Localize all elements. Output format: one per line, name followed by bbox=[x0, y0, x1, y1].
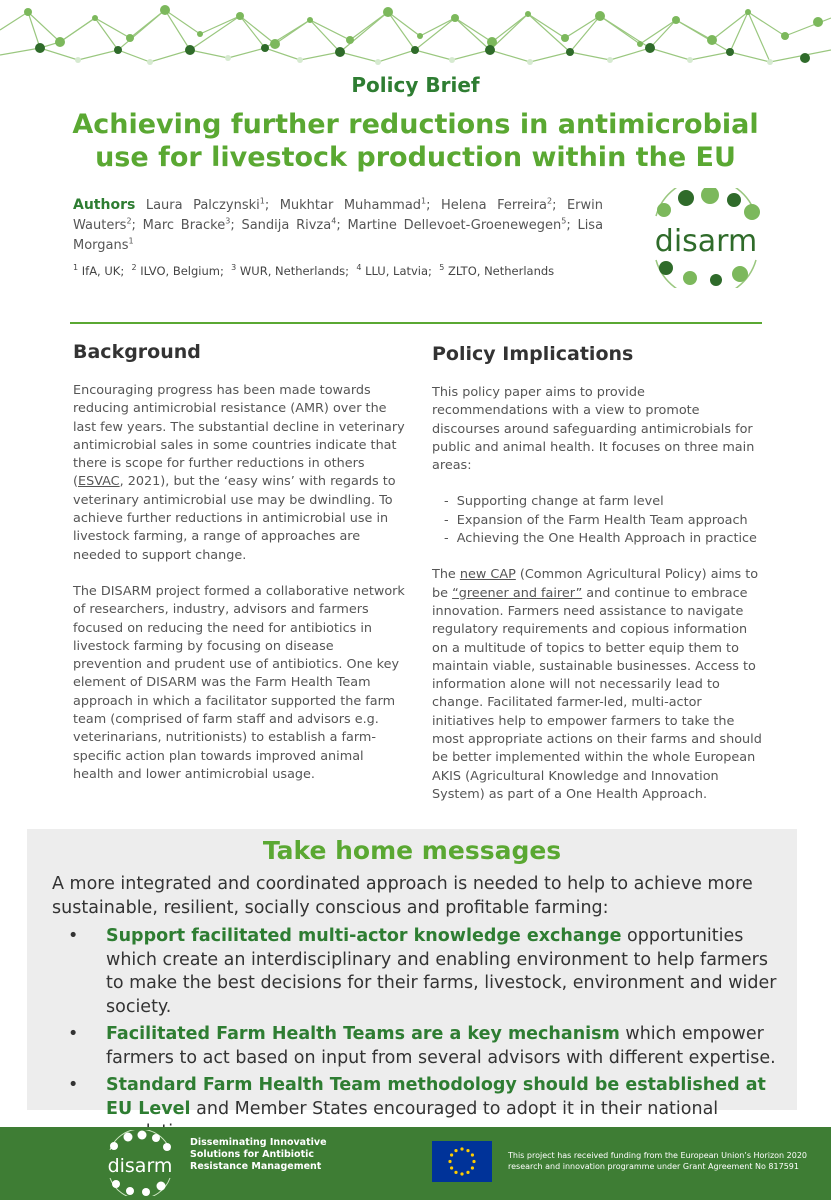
background-heading: Background bbox=[73, 341, 201, 363]
author-2: Mukhtar Muhammad bbox=[279, 198, 422, 213]
document-title bbox=[30, 108, 801, 174]
separator: ; bbox=[426, 198, 442, 213]
take-home-item bbox=[68, 1023, 788, 1070]
implications-item bbox=[444, 530, 762, 548]
text-run: Encouraging progress has been made towards reducing antimicrobial resistance (AMR) over the last few years. The substantial decline in veterinary antimicrobial sales in some countries indicate that there is scope for further reductions in others ( bbox=[73, 383, 405, 490]
text-run: (Common Agricultural Policy) aims to be bbox=[432, 567, 759, 601]
dash-marker: - bbox=[444, 531, 449, 547]
affil-mark: 5 bbox=[561, 216, 567, 226]
item-emphasis: Standard Farm Health Team methodology should be established at EU Level bbox=[106, 1075, 766, 1119]
take-home-item bbox=[68, 925, 788, 1019]
affiliations bbox=[73, 264, 613, 278]
esvac-link[interactable]: ESVAC bbox=[78, 474, 120, 490]
affiliation-4: LLU, Latvia; bbox=[365, 264, 432, 278]
dash-marker: - bbox=[444, 512, 449, 528]
item-emphasis: Support facilitated multi-actor knowledge exchange bbox=[106, 926, 622, 946]
affiliation-1: IfA, UK; bbox=[81, 264, 125, 278]
separator: ; bbox=[552, 198, 567, 213]
logo-wordmark: disarm bbox=[654, 224, 758, 259]
section-divider bbox=[70, 322, 762, 324]
new-cap-link[interactable]: new CAP bbox=[459, 567, 516, 583]
implications-heading: Policy Implications bbox=[432, 343, 634, 365]
affil-mark: 5 bbox=[439, 263, 445, 273]
project-name-line: Solutions for Antibiotic bbox=[190, 1149, 315, 1160]
affil-mark: 1 bbox=[421, 196, 427, 206]
separator: ; bbox=[131, 218, 143, 233]
affil-mark: 1 bbox=[259, 196, 265, 206]
affil-mark: 1 bbox=[73, 263, 79, 273]
background-body bbox=[73, 382, 405, 784]
author-6: Sandija Rivza bbox=[241, 218, 332, 233]
author-1: Laura Palczynski bbox=[145, 198, 260, 213]
affil-mark: 4 bbox=[356, 263, 362, 273]
molecule-network-decoration bbox=[0, 0, 831, 68]
author-8: Lisa Morgans bbox=[73, 218, 604, 253]
item-text: and Member States encouraged to adopt it in their national bbox=[196, 1098, 719, 1119]
affiliation-2: ILVO, Belgium; bbox=[140, 264, 224, 278]
take-home-intro: A more integrated and coordinated approach is needed to help to achieve more sustainable, resilient, socially conscious and profitable farming: bbox=[52, 874, 753, 918]
funding-line: This project has received funding from the European Union’s Horizon 2020 bbox=[508, 1151, 808, 1160]
author-4: Erwin Wauters bbox=[73, 198, 603, 233]
item-text: Expansion of the Farm Health Team approach bbox=[456, 512, 748, 528]
affil-mark: 4 bbox=[331, 216, 337, 226]
affil-mark: 3 bbox=[225, 216, 231, 226]
author-7: Martine Dellevoet-Groenewegen bbox=[347, 218, 562, 233]
bullet-icon: • bbox=[68, 926, 79, 946]
eu-flag-icon bbox=[432, 1141, 492, 1182]
separator: ; bbox=[566, 218, 578, 233]
dash-marker: - bbox=[444, 494, 449, 510]
implications-item bbox=[444, 493, 762, 511]
background-paragraph-2: The DISARM project formed a collaborative network of researchers, industry, advisors and farmers focused on reducing the need for antibiotics in livestock farming by focusing on disease prevention and prudent use of antibiotics. One key element of DISARM was the Farm Health Team approach in which a facilitator supported the farm team (comprised of farm staff and advisors e.g. veterinarians, nutritionists) to establish a farm-specific action plan towards improved animal health and lower antimicrobial usage. bbox=[73, 583, 405, 782]
item-text: Achieving the One Health Approach in practice bbox=[456, 531, 757, 547]
disarm-logo bbox=[636, 188, 776, 288]
separator: ; bbox=[230, 218, 242, 233]
item-text: Supporting change at farm level bbox=[456, 494, 664, 510]
item-text: opportunities which create an interdisciplinary and enabling environment to help farmers to make the best decisions for their farms, livestock, environment and wider society. bbox=[106, 926, 777, 1017]
footer-logo-wordmark: disarm bbox=[107, 1155, 173, 1177]
item-text: which empower farmers to act based on input from several advisors with different expertise. bbox=[106, 1024, 776, 1068]
footer-disarm-logo bbox=[100, 1130, 180, 1196]
implications-body bbox=[432, 384, 762, 804]
document-kicker: Policy Brief bbox=[351, 73, 480, 97]
bullet-icon: • bbox=[68, 1024, 79, 1044]
project-name-line: Disseminating Innovative bbox=[190, 1137, 327, 1148]
affil-mark: 3 bbox=[231, 263, 237, 273]
title-line-1: Achieving further reductions in antimicrobial bbox=[72, 109, 759, 140]
separator: ; bbox=[264, 198, 280, 213]
bullet-icon: • bbox=[68, 1075, 79, 1095]
text-run: and continue to embrace innovation. Farmers need assistance to navigate regulatory requirements and copious information on a multitude of topics to better equip them to maintain viable, sustainable businesses. Access to information alone will not necessarily lead to change. Facilitated farmer-led, multi-actor initiatives help to empower farmers to take the most appropriate actions on their farms and should be better implemented within the whole European AKIS (Agricultural Knowledge and Innovation System) as part of a One Health Approach. bbox=[432, 585, 762, 802]
take-home-list bbox=[68, 925, 788, 1149]
affil-mark: 2 bbox=[126, 216, 132, 226]
project-name bbox=[190, 1137, 340, 1173]
implications-paragraph-2 bbox=[432, 566, 762, 804]
greener-fairer-link[interactable]: “greener and fairer” bbox=[452, 585, 583, 601]
affiliation-5: ZLTO, Netherlands bbox=[447, 264, 555, 278]
text-run: , 2021), but the ‘easy wins’ with regards to veterinary antimicrobial use may be dwindling. To achieve further reductions in antimicrobial use in livestock farming, a range of approaches are needed to support change. bbox=[73, 474, 396, 563]
affil-mark: 2 bbox=[131, 263, 137, 273]
funding-statement bbox=[508, 1150, 823, 1172]
take-home-heading: Take home messages bbox=[262, 836, 562, 865]
author-3: Helena Ferreira bbox=[441, 198, 547, 213]
implications-item bbox=[444, 512, 762, 530]
item-emphasis: Facilitated Farm Health Teams are a key mechanism bbox=[106, 1024, 620, 1044]
title-line-2: use for livestock production within the EU bbox=[95, 142, 736, 173]
funding-line: research and innovation programme under Grant Agreement No 817591 bbox=[508, 1162, 799, 1171]
affiliation-3: WUR, Netherlands; bbox=[239, 264, 349, 278]
project-name-line: Resistance Management bbox=[190, 1161, 322, 1172]
text-run: The bbox=[432, 567, 460, 583]
authors-list bbox=[73, 195, 603, 256]
separator: ; bbox=[336, 218, 348, 233]
implications-intro: This policy paper aims to provide recommendations with a view to promote discourses around safeguarding antimicrobials for public and animal health. It focuses on three main areas: bbox=[432, 385, 755, 474]
affil-mark: 2 bbox=[546, 196, 553, 206]
authors-label: Authors bbox=[73, 197, 136, 213]
background-paragraph-1 bbox=[73, 382, 405, 565]
author-5: Marc Bracke bbox=[142, 218, 226, 233]
implications-list bbox=[444, 493, 762, 548]
affil-mark: 1 bbox=[128, 236, 134, 246]
